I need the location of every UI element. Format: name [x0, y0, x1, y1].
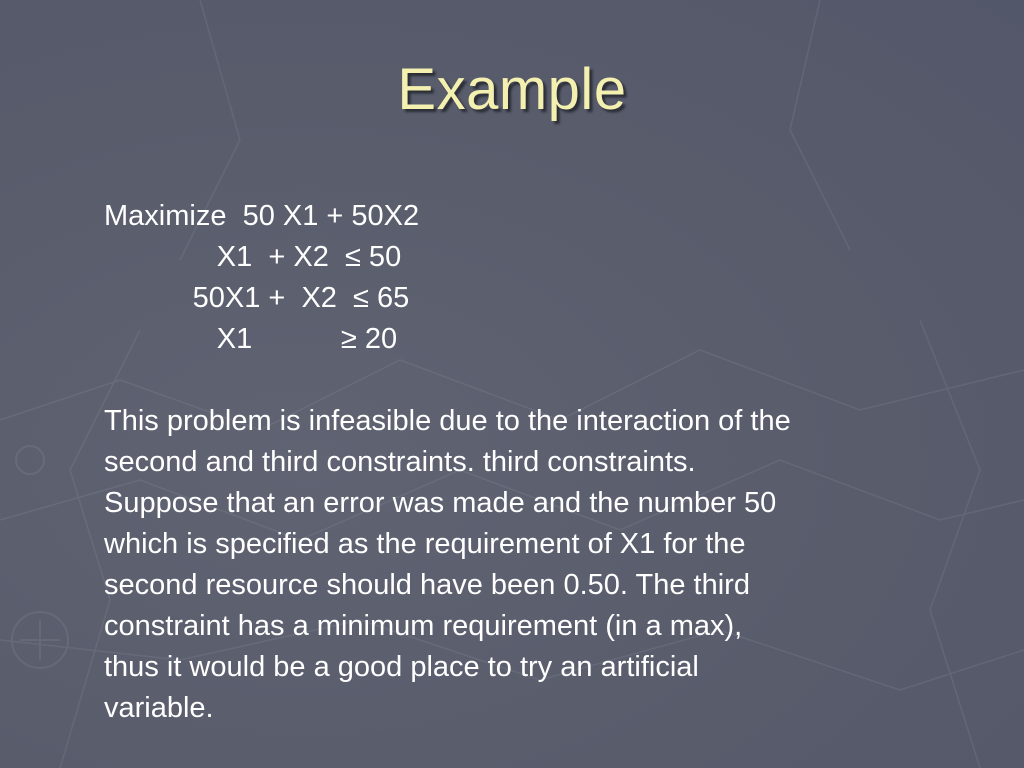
objective-line: Maximize 50 X1 + 50X2 [104, 200, 420, 232]
paragraph-line: variable. [104, 692, 214, 724]
paragraph-line: thus it would be a good place to try an artificial [104, 651, 699, 683]
constraint-line-1: X1 + X2 ≤ 50 [104, 241, 402, 273]
paragraph-line: constraint has a minimum requirement (in a max), [104, 610, 743, 642]
paragraph-line: which is specified as the requirement of X1 for the [104, 528, 746, 560]
slide-title: Example [397, 57, 627, 122]
paragraph-line: This problem is infeasible due to the interaction of the [104, 405, 791, 437]
constraint-line-3: X1 ≥ 20 [104, 323, 398, 355]
slide-body [104, 196, 964, 729]
explanation-paragraph [104, 401, 944, 729]
paragraph-line: second and third constraints. third constraints. [104, 446, 696, 478]
paragraph-line: second resource should have been 0.50. The third [104, 569, 750, 601]
constraint-line-2: 50X1 + X2 ≤ 65 [104, 282, 410, 314]
paragraph-line: Suppose that an error was made and the number 50 [104, 487, 777, 519]
